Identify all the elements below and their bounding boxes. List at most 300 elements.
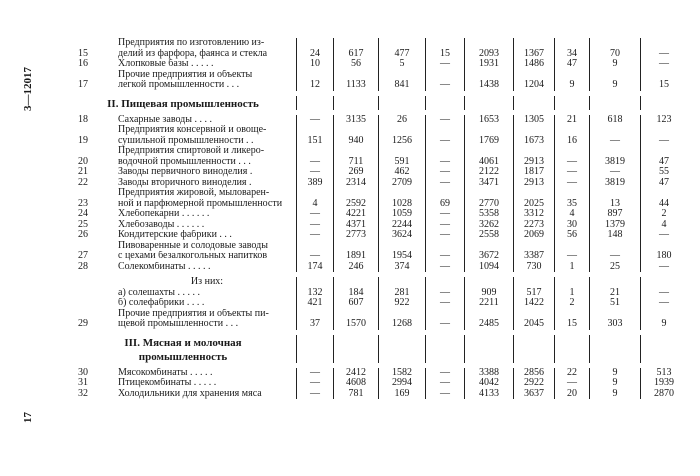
row-number: [70, 146, 112, 157]
value-col-5: 4133: [465, 389, 514, 400]
value-col-1: 174: [297, 262, 334, 273]
value-col-3: 26: [379, 115, 426, 126]
value-col-6: [514, 70, 555, 81]
value-col-7: —: [555, 167, 590, 178]
table-row: [70, 378, 687, 389]
value-col-6: [514, 309, 555, 320]
table-row: [70, 288, 687, 299]
row-number: [70, 309, 112, 320]
value-col-7: [555, 188, 590, 199]
row-label: Хлебопекарни . . . . . .: [118, 209, 210, 219]
value-col-7: 47: [555, 59, 590, 70]
table-row: [70, 298, 687, 309]
value-col-2: 711: [334, 157, 379, 168]
value-col-7: 22: [555, 368, 590, 379]
value-col-9: 47: [641, 178, 688, 189]
value-col-2: [334, 188, 379, 199]
table-row: [70, 319, 687, 330]
value-col-5: 4061: [465, 157, 514, 168]
value-col-4: —: [426, 167, 465, 178]
empty-cell: [297, 349, 334, 363]
value-col-3: 1954: [379, 251, 426, 262]
section-heading-row: [70, 349, 687, 363]
value-col-3: 591: [379, 157, 426, 168]
heading-cell: промышленность: [138, 351, 228, 363]
row-label: щевой промышленности . . .: [118, 319, 239, 329]
table-row: [70, 125, 687, 136]
value-col-8: 9: [590, 80, 641, 91]
value-col-6: 1486: [514, 59, 555, 70]
table-row: [70, 167, 687, 178]
value-col-2: 2314: [334, 178, 379, 189]
row-label: ной и парфюмерной промышленности: [118, 198, 283, 209]
value-col-4: [426, 125, 465, 136]
value-col-7: 16: [555, 136, 590, 147]
value-col-5: 1931: [465, 59, 514, 70]
table-row: [70, 115, 687, 126]
value-col-5: [465, 309, 514, 320]
row-label: Кондитерские фабрики . . .: [118, 230, 232, 240]
row-number: 32: [78, 388, 88, 399]
value-col-7: [555, 309, 590, 320]
value-col-4: —: [426, 230, 465, 241]
value-col-3: 1028: [379, 199, 426, 210]
row-label: сушильной промышленности . .: [118, 135, 254, 146]
value-col-9: [641, 277, 688, 288]
value-col-2: 607: [334, 298, 379, 309]
empty-cell: [514, 96, 555, 110]
empty-cell: [426, 96, 465, 110]
value-col-8: —: [590, 136, 641, 147]
value-col-6: 2913: [514, 157, 555, 168]
value-col-8: 3819: [590, 157, 641, 168]
value-col-3: 374: [379, 262, 426, 273]
value-col-7: —: [555, 157, 590, 168]
empty-cell: [641, 96, 688, 110]
heading-cell: II. Пищевая промышленность: [107, 98, 259, 110]
value-col-7: 1: [555, 262, 590, 273]
value-col-2: 781: [334, 389, 379, 400]
value-col-2: 184: [334, 288, 379, 299]
value-col-5: 1094: [465, 262, 514, 273]
value-col-3: 462: [379, 167, 426, 178]
value-col-8: [590, 125, 641, 136]
row-number: 15: [78, 48, 88, 59]
value-col-6: 2922: [514, 378, 555, 389]
value-col-8: [590, 277, 641, 288]
value-col-4: [426, 277, 465, 288]
row-number: [70, 241, 112, 252]
value-col-6: 1673: [514, 136, 555, 147]
value-col-8: —: [590, 167, 641, 178]
row-number: 16: [78, 59, 88, 69]
margin-sheet-code: 3—12017: [22, 67, 34, 111]
value-col-3: 169: [379, 389, 426, 400]
table-row: [70, 59, 687, 70]
value-col-5: 3388: [465, 368, 514, 379]
value-col-9: —: [641, 136, 688, 147]
table-row: [70, 157, 687, 168]
empty-cell: [514, 335, 555, 349]
row-number: 24: [78, 209, 88, 219]
empty-cell: [465, 96, 514, 110]
row-number: 21: [78, 167, 88, 177]
value-col-8: [590, 70, 641, 81]
value-col-5: 2093: [465, 49, 514, 60]
value-col-5: [465, 277, 514, 288]
row-number: 31: [78, 378, 88, 388]
empty-cell: [426, 349, 465, 363]
empty-cell: [590, 335, 641, 349]
value-col-5: 909: [465, 288, 514, 299]
value-col-8: 9: [590, 378, 641, 389]
row-number: 29: [78, 319, 88, 329]
table-row: [70, 277, 687, 288]
value-col-1: —: [297, 230, 334, 241]
value-col-4: —: [426, 251, 465, 262]
value-col-9: [641, 38, 688, 49]
row-label: а) солешахты . . . . .: [118, 287, 200, 298]
value-col-7: —: [555, 378, 590, 389]
table-row: [70, 188, 687, 199]
value-col-7: 21: [555, 115, 590, 126]
value-col-5: 3262: [465, 220, 514, 231]
heading-cell: III. Мясная и молочная: [124, 337, 242, 349]
statistics-sheet: [70, 38, 687, 399]
value-col-7: [555, 70, 590, 81]
value-col-5: 1438: [465, 80, 514, 91]
value-col-8: 9: [590, 59, 641, 70]
value-col-7: —: [555, 178, 590, 189]
value-col-4: —: [426, 220, 465, 231]
value-col-2: 246: [334, 262, 379, 273]
empty-cell: [555, 96, 590, 110]
table-row: [70, 199, 687, 210]
value-col-2: 269: [334, 167, 379, 178]
value-col-9: 2: [641, 209, 688, 220]
table-row: [70, 178, 687, 189]
empty-cell: [379, 335, 426, 349]
value-col-1: 389: [297, 178, 334, 189]
value-col-4: —: [426, 80, 465, 91]
value-col-8: [590, 309, 641, 320]
value-col-7: —: [555, 251, 590, 262]
value-col-4: 69: [426, 199, 465, 210]
table-row: [70, 49, 687, 60]
value-col-1: 151: [297, 136, 334, 147]
value-col-3: [379, 38, 426, 49]
row-number: 18: [78, 114, 88, 125]
empty-cell: [641, 335, 688, 349]
value-col-8: 9: [590, 389, 641, 400]
table-row: [70, 230, 687, 241]
value-col-5: 1769: [465, 136, 514, 147]
row-label: Предприятия спиртовой и ликеро-: [118, 146, 265, 156]
value-col-2: [334, 38, 379, 49]
row-label: б) солефабрики . . . .: [118, 298, 205, 308]
value-col-2: [334, 70, 379, 81]
value-col-4: —: [426, 136, 465, 147]
empty-cell: [555, 335, 590, 349]
value-col-9: —: [641, 288, 688, 299]
row-label: Хлопковые базы . . . . .: [118, 59, 214, 69]
value-col-1: —: [297, 378, 334, 389]
value-col-8: 25: [590, 262, 641, 273]
row-number: [70, 38, 112, 49]
value-col-7: 56: [555, 230, 590, 241]
value-col-2: 4608: [334, 378, 379, 389]
value-col-2: 1891: [334, 251, 379, 262]
value-col-7: 1: [555, 288, 590, 299]
value-col-2: 56: [334, 59, 379, 70]
value-col-8: [590, 241, 641, 252]
value-col-4: [426, 38, 465, 49]
industry-table-body: [70, 38, 687, 399]
row-number: 19: [78, 135, 88, 146]
value-col-1: [297, 125, 334, 136]
value-col-2: 2773: [334, 230, 379, 241]
value-col-3: 2709: [379, 178, 426, 189]
value-col-6: 2273: [514, 220, 555, 231]
value-col-5: 2485: [465, 319, 514, 330]
row-number: [70, 70, 112, 81]
value-col-8: 13: [590, 199, 641, 210]
table-row: [70, 251, 687, 262]
empty-cell: [641, 349, 688, 363]
value-col-4: —: [426, 262, 465, 273]
value-col-1: [297, 70, 334, 81]
row-number: 23: [78, 198, 88, 209]
empty-cell: [297, 335, 334, 349]
value-col-1: —: [297, 368, 334, 379]
empty-cell: [465, 349, 514, 363]
table-row: [70, 220, 687, 231]
table-row: [70, 38, 687, 49]
value-col-7: 15: [555, 319, 590, 330]
value-col-1: —: [297, 157, 334, 168]
value-col-3: 2244: [379, 220, 426, 231]
empty-cell: [334, 96, 379, 110]
value-col-9: [641, 125, 688, 136]
value-col-9: 180: [641, 251, 688, 262]
value-col-2: 617: [334, 49, 379, 60]
value-col-9: 123: [641, 115, 688, 126]
value-col-5: [465, 241, 514, 252]
value-col-6: 3312: [514, 209, 555, 220]
empty-cell: [514, 349, 555, 363]
value-col-7: 4: [555, 209, 590, 220]
row-label: с цехами безалкогольных напитков: [118, 251, 268, 261]
value-col-4: —: [426, 59, 465, 70]
row-number: 27: [78, 251, 88, 261]
empty-cell: [590, 349, 641, 363]
table-row: [70, 309, 687, 320]
value-col-9: —: [641, 59, 688, 70]
row-label: Пивоваренные и солодовые заводы: [118, 240, 268, 251]
table-row: [70, 146, 687, 157]
value-col-9: [641, 70, 688, 81]
value-col-8: [590, 38, 641, 49]
value-col-8: 1379: [590, 220, 641, 231]
empty-cell: [379, 96, 426, 110]
value-col-3: 922: [379, 298, 426, 309]
value-col-5: 2122: [465, 167, 514, 178]
value-col-6: [514, 277, 555, 288]
value-col-9: 1939: [641, 378, 688, 389]
empty-cell: [379, 349, 426, 363]
section-heading-row: [70, 335, 687, 349]
value-col-7: [555, 241, 590, 252]
value-col-9: 2870: [641, 389, 688, 400]
value-col-5: 2770: [465, 199, 514, 210]
value-col-3: 1256: [379, 136, 426, 147]
value-col-3: [379, 70, 426, 81]
value-col-5: [465, 188, 514, 199]
value-col-8: 3819: [590, 178, 641, 189]
value-col-8: 51: [590, 298, 641, 309]
value-col-4: [426, 188, 465, 199]
value-col-2: 940: [334, 136, 379, 147]
section-heading-row: [70, 96, 687, 110]
value-col-5: [465, 70, 514, 81]
value-col-1: [297, 38, 334, 49]
value-col-2: 2412: [334, 368, 379, 379]
value-col-4: —: [426, 368, 465, 379]
value-col-7: [555, 125, 590, 136]
value-col-9: —: [641, 298, 688, 309]
row-label: Предприятия жировой, мыловарен-: [118, 188, 270, 198]
value-col-2: [334, 146, 379, 157]
value-col-5: 2211: [465, 298, 514, 309]
value-col-7: [555, 38, 590, 49]
row-number: 28: [78, 261, 88, 272]
value-col-2: [334, 277, 379, 288]
value-col-6: 730: [514, 262, 555, 273]
value-col-7: 34: [555, 49, 590, 60]
value-col-1: —: [297, 167, 334, 178]
value-col-1: —: [297, 209, 334, 220]
value-col-9: 55: [641, 167, 688, 178]
value-col-6: 1367: [514, 49, 555, 60]
value-col-2: 4371: [334, 220, 379, 231]
table-row: [70, 209, 687, 220]
value-col-3: 1582: [379, 368, 426, 379]
value-col-6: [514, 125, 555, 136]
value-col-9: [641, 309, 688, 320]
value-col-6: 1204: [514, 80, 555, 91]
value-col-3: 841: [379, 80, 426, 91]
empty-cell: [297, 96, 334, 110]
value-col-9: —: [641, 49, 688, 60]
value-col-1: 4: [297, 199, 334, 210]
value-col-4: [426, 309, 465, 320]
value-col-8: [590, 146, 641, 157]
table-row: [70, 389, 687, 400]
value-col-3: [379, 125, 426, 136]
value-col-7: 30: [555, 220, 590, 231]
value-col-6: 517: [514, 288, 555, 299]
value-col-7: [555, 146, 590, 157]
row-label: Заводы вторичного виноделия .: [118, 177, 252, 188]
margin-page-number: 17: [22, 412, 34, 424]
value-col-6: 2025: [514, 199, 555, 210]
value-col-9: [641, 188, 688, 199]
value-col-3: 281: [379, 288, 426, 299]
value-col-7: 9: [555, 80, 590, 91]
value-col-8: 148: [590, 230, 641, 241]
value-col-8: 21: [590, 288, 641, 299]
value-col-8: [590, 188, 641, 199]
value-col-1: 12: [297, 80, 334, 91]
value-col-1: 421: [297, 298, 334, 309]
value-col-4: —: [426, 209, 465, 220]
value-col-5: 3471: [465, 178, 514, 189]
table-row: [70, 368, 687, 379]
value-col-9: 44: [641, 199, 688, 210]
value-col-6: [514, 188, 555, 199]
value-col-4: —: [426, 298, 465, 309]
value-col-8: 618: [590, 115, 641, 126]
value-col-6: 3637: [514, 389, 555, 400]
value-col-3: 3624: [379, 230, 426, 241]
row-label: делий из фарфора, фаянса и стекла: [118, 48, 268, 59]
value-col-5: 3672: [465, 251, 514, 262]
value-col-1: [297, 146, 334, 157]
value-col-5: 1653: [465, 115, 514, 126]
value-col-4: 15: [426, 49, 465, 60]
value-col-1: 132: [297, 288, 334, 299]
row-number: [70, 188, 112, 199]
value-col-3: [379, 188, 426, 199]
value-col-6: 3387: [514, 251, 555, 262]
row-label: Прочие предприятия и объекты: [118, 69, 253, 80]
value-col-4: [426, 70, 465, 81]
value-col-2: 1570: [334, 319, 379, 330]
value-col-4: —: [426, 115, 465, 126]
row-label: Заводы первичного виноделия .: [118, 167, 253, 177]
value-col-9: —: [641, 230, 688, 241]
row-label: Предприятия консервной и овоще-: [118, 125, 267, 135]
value-col-6: [514, 146, 555, 157]
value-col-9: 513: [641, 368, 688, 379]
value-col-4: —: [426, 288, 465, 299]
row-number: 26: [78, 230, 88, 240]
value-col-1: —: [297, 251, 334, 262]
row-label: водочной промышленности . . .: [118, 156, 251, 167]
row-label: Предприятия по изготовлению из-: [118, 38, 265, 48]
value-col-7: 2: [555, 298, 590, 309]
row-label: Хлебозаводы . . . . . .: [118, 219, 205, 230]
value-col-4: —: [426, 389, 465, 400]
value-col-6: 2913: [514, 178, 555, 189]
value-col-4: [426, 146, 465, 157]
row-number: [70, 288, 112, 299]
value-col-5: [465, 125, 514, 136]
value-col-1: —: [297, 389, 334, 400]
row-label: Прочие предприятия и объекты пи-: [118, 308, 269, 319]
row-number: [70, 277, 112, 288]
value-col-4: —: [426, 378, 465, 389]
value-col-3: [379, 309, 426, 320]
value-col-8: 70: [590, 49, 641, 60]
value-col-2: 3135: [334, 115, 379, 126]
table-row: [70, 80, 687, 91]
value-col-8: —: [590, 251, 641, 262]
value-col-3: [379, 241, 426, 252]
empty-cell: [465, 335, 514, 349]
value-col-5: 4042: [465, 378, 514, 389]
value-col-1: 24: [297, 49, 334, 60]
